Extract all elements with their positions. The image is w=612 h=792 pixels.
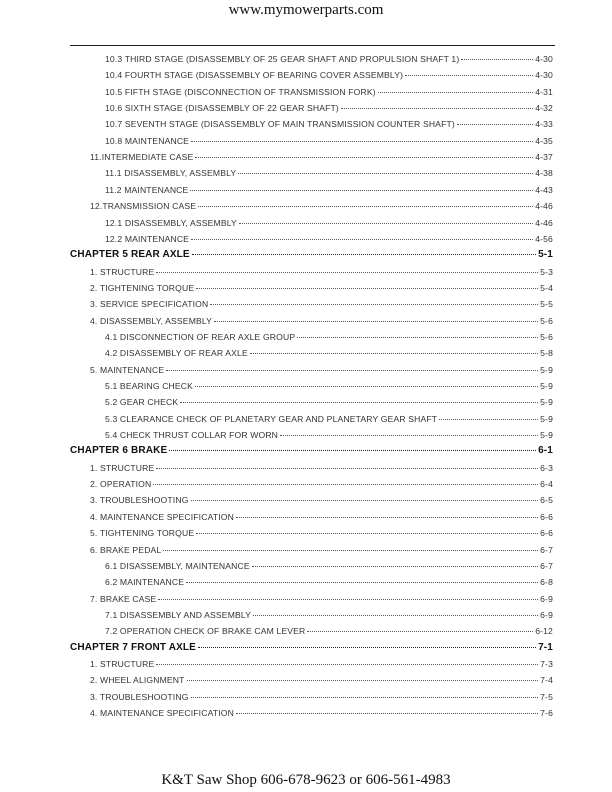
toc-leader-dots	[378, 92, 533, 93]
toc-entry	[105, 332, 553, 342]
toc-entry-page: 7-5	[540, 691, 553, 702]
toc-entry	[90, 463, 553, 473]
toc-entry	[90, 316, 553, 326]
toc-entry-label: 12.TRANSMISSION CASE	[90, 201, 197, 212]
toc-entry-label: 1. STRUCTURE	[90, 462, 155, 473]
toc-entry-page: 4-32	[535, 103, 553, 114]
toc-entry-label: 6.1 DISASSEMBLY, MAINTENANCE	[105, 560, 250, 571]
toc-leader-dots	[253, 615, 538, 616]
toc-entry-page: 4-56	[535, 233, 553, 244]
toc-leader-dots	[214, 321, 538, 322]
toc-entry-label: 7.1 DISASSEMBLY AND ASSEMBLY	[105, 609, 252, 620]
toc-entry-label: 4. DISASSEMBLY, ASSEMBLY	[90, 315, 213, 326]
toc-leader-dots	[236, 713, 538, 714]
toc-entry	[105, 168, 553, 178]
toc-leader-dots	[192, 254, 536, 255]
toc-entry	[105, 430, 553, 440]
toc-leader-dots	[250, 353, 538, 354]
toc-leader-dots	[180, 402, 538, 403]
toc-leader-dots	[297, 337, 538, 338]
toc-entry-label: 5.2 GEAR CHECK	[105, 397, 179, 408]
toc-leader-dots	[198, 206, 533, 207]
toc-entry-label: 3. TROUBLESHOOTING	[90, 495, 189, 506]
toc-entry	[90, 594, 553, 604]
toc-entry-page: 7-4	[540, 675, 553, 686]
toc-entry-page: 4-33	[535, 119, 553, 130]
toc-entry	[90, 283, 553, 293]
toc-leader-dots	[198, 647, 536, 648]
toc-entry-page: 5-9	[540, 381, 553, 391]
toc-entry	[90, 201, 553, 211]
toc-entry-label: 2. OPERATION	[90, 479, 152, 490]
toc-entry-label: 2. WHEEL ALIGNMENT	[90, 675, 185, 686]
toc-entry-page: 5-9	[540, 397, 553, 408]
toc-leader-dots	[186, 582, 538, 583]
toc-entry	[90, 512, 553, 522]
toc-entry-page: 6-4	[540, 479, 553, 490]
toc-entry-page: 4-30	[535, 70, 553, 81]
toc-entry-page: 4-35	[535, 135, 553, 146]
toc-entry-label: 2. TIGHTENING TORQUE	[90, 282, 195, 293]
toc-entry-page: 6-3	[540, 462, 553, 473]
toc-entry	[105, 610, 553, 620]
toc-entry-label: 4. MAINTENANCE SPECIFICATION	[90, 511, 234, 522]
toc-entry	[90, 299, 553, 309]
toc-entry	[90, 479, 553, 489]
toc-entry-label: 11.INTERMEDIATE CASE	[90, 152, 194, 163]
toc-leader-dots	[158, 599, 538, 600]
toc-entry-label: 4.2 DISASSEMBLY OF REAR AXLE	[105, 348, 248, 359]
toc-entry-label: 6. BRAKE PEDAL	[90, 544, 162, 555]
toc-entry-page: 7-6	[540, 708, 553, 718]
toc-leader-dots	[195, 386, 538, 387]
toc-entry-page: 4-46	[535, 201, 553, 212]
toc-leader-dots	[187, 680, 539, 681]
toc-entry-label: 10.5 FIFTH STAGE (DISCONNECTION OF TRANSMISSION FORK)	[105, 86, 376, 97]
toc-leader-dots	[195, 157, 533, 158]
toc-entry-label: 10.7 SEVENTH STAGE (DISASSEMBLY OF MAIN TRANSMISSION COUNTER SHAFT)	[105, 119, 455, 130]
toc-entry-page: 6-9	[540, 593, 553, 604]
toc-entry-label: 3. SERVICE SPECIFICATION	[90, 299, 209, 310]
toc-entry	[90, 152, 553, 162]
toc-entry-label: CHAPTER 5 REAR AXLE	[70, 249, 190, 261]
toc-entry-page: 4-31	[535, 86, 553, 97]
toc-leader-dots	[191, 239, 533, 240]
toc-entry-page: 4-38	[535, 168, 553, 179]
toc-leader-dots	[196, 288, 538, 289]
toc-entry-label: 1. STRUCTURE	[90, 658, 155, 669]
toc-chapter-heading	[70, 445, 553, 456]
toc-entry	[105, 103, 553, 113]
toc-entry-label: 10.8 MAINTENANCE	[105, 135, 190, 146]
toc-entry-label: 7.2 OPERATION CHECK OF BRAKE CAM LEVER	[105, 626, 306, 637]
toc-entry-label: CHAPTER 6 BRAKE	[70, 445, 168, 457]
toc-entry	[105, 136, 553, 146]
toc-entry	[105, 218, 553, 228]
toc-entry-page: 5-9	[540, 413, 553, 424]
toc-entry	[90, 675, 553, 685]
toc-chapter-heading	[70, 642, 553, 653]
toc-entry-page: 5-4	[540, 282, 553, 293]
toc-entry-page: 7-1	[538, 641, 553, 653]
toc-entry	[90, 692, 553, 702]
toc-leader-dots	[153, 484, 538, 485]
toc-leader-dots	[457, 124, 533, 125]
toc-entry	[105, 561, 553, 571]
toc-leader-dots	[190, 190, 533, 191]
toc-entry-page: 6-12	[535, 626, 553, 637]
toc-leader-dots	[156, 272, 538, 273]
toc-entry-page: 6-6	[540, 511, 553, 522]
toc-leader-dots	[210, 304, 538, 305]
toc-leader-dots	[156, 664, 538, 665]
toc-leader-dots	[191, 500, 539, 501]
toc-entry-page: 5-9	[540, 430, 553, 441]
toc-entry-label: 12.1 DISASSEMBLY, ASSEMBLY	[105, 217, 237, 228]
toc-entry-label: 12.2 MAINTENANCE	[105, 233, 190, 244]
toc-entry	[105, 185, 553, 195]
toc-entry	[105, 626, 553, 636]
toc-entry-label: 10.3 THIRD STAGE (DISASSEMBLY OF 25 GEAR SHAFT AND PROPULSION SHAFT 1)	[105, 54, 460, 64]
toc-leader-dots	[405, 75, 533, 76]
toc-entry-label: 11.1 DISASSEMBLY, ASSEMBLY	[105, 168, 237, 179]
toc-entry-label: 1. STRUCTURE	[90, 266, 155, 277]
toc-entry-label: 11.2 MAINTENANCE	[105, 184, 189, 195]
toc-entry	[105, 87, 553, 97]
toc-entry	[105, 577, 553, 587]
toc-entry-page: 6-6	[540, 528, 553, 539]
toc-entry	[105, 414, 553, 424]
toc-entry	[90, 659, 553, 669]
toc-entry-label: 10.6 SIXTH STAGE (DISASSEMBLY OF 22 GEAR SHAFT)	[105, 103, 339, 114]
toc-entry-page: 5-3	[540, 266, 553, 277]
toc-entry-page: 4-37	[535, 152, 553, 163]
toc-entry	[90, 495, 553, 505]
toc-entry-label: 7. BRAKE CASE	[90, 593, 157, 604]
toc-entry	[90, 267, 553, 277]
toc-entry-page: 6-7	[540, 544, 553, 555]
toc-entry	[105, 348, 553, 358]
toc-entry-label: 5.3 CLEARANCE CHECK OF PLANETARY GEAR AND PLANETARY GEAR SHAFT	[105, 413, 438, 424]
toc-leader-dots	[169, 450, 536, 451]
toc-leader-dots	[191, 697, 539, 698]
toc-leader-dots	[252, 566, 538, 567]
header-rule	[70, 45, 555, 46]
toc-entry-page: 5-9	[540, 364, 553, 375]
toc-entry-label: CHAPTER 7 FRONT AXLE	[70, 641, 196, 653]
toc-entry-label: 5. TIGHTENING TORQUE	[90, 528, 195, 539]
toc-entry-page: 6-7	[540, 560, 553, 571]
header-url: www.mymowerparts.com	[228, 2, 384, 18]
toc-entry-label: 4. MAINTENANCE SPECIFICATION	[90, 708, 234, 718]
toc-entry-page: 6-1	[538, 445, 553, 457]
toc-entry-label: 4.1 DISCONNECTION OF REAR AXLE GROUP	[105, 331, 296, 342]
toc-entry	[105, 381, 553, 391]
toc-entry	[105, 119, 553, 129]
toc-entry-label: 5.1 BEARING CHECK	[105, 381, 194, 391]
toc-entry-page: 5-6	[540, 331, 553, 342]
toc-entry-label: 5.4 CHECK THRUST COLLAR FOR WORN	[105, 430, 279, 441]
toc-entry	[105, 70, 553, 80]
toc-entry-label: 3. TROUBLESHOOTING	[90, 691, 189, 702]
toc-leader-dots	[236, 517, 538, 518]
toc-entry-page: 5-8	[540, 348, 553, 359]
toc-entry	[90, 528, 553, 538]
toc-leader-dots	[341, 108, 533, 109]
toc-entry-page: 6-9	[540, 609, 553, 620]
toc-entry-page: 5-6	[540, 315, 553, 326]
toc-chapter-heading	[70, 249, 553, 260]
toc-entry-label: 5. MAINTENANCE	[90, 364, 165, 375]
toc-entry	[90, 545, 553, 555]
toc-leader-dots	[461, 59, 533, 60]
toc-leader-dots	[196, 533, 538, 534]
toc-entry-page: 6-8	[540, 577, 553, 588]
toc-leader-dots	[439, 419, 538, 420]
toc-entry-page: 4-46	[535, 217, 553, 228]
toc-entry	[90, 708, 553, 718]
toc-entry-label: 10.4 FOURTH STAGE (DISASSEMBLY OF BEARING COVER ASSEMBLY)	[105, 70, 404, 81]
toc-leader-dots	[280, 435, 538, 436]
toc-entry-page: 7-3	[540, 658, 553, 669]
toc-entry-page: 5-5	[540, 299, 553, 310]
toc-entry-label: 6.2 MAINTENANCE	[105, 577, 185, 588]
toc-leader-dots	[163, 550, 538, 551]
toc-entry	[105, 54, 553, 64]
toc-leader-dots	[166, 370, 538, 371]
toc-leader-dots	[191, 141, 533, 142]
footer-contact: K&T Saw Shop 606-678-9623 or 606-561-4983	[161, 772, 451, 788]
toc-entry	[90, 365, 553, 375]
toc-entry-page: 4-43	[535, 184, 553, 195]
toc-entry	[105, 397, 553, 407]
toc-entry	[105, 234, 553, 244]
toc-entry-page: 6-5	[540, 495, 553, 506]
toc-leader-dots	[238, 173, 533, 174]
toc-leader-dots	[307, 631, 533, 632]
toc-leader-dots	[239, 223, 533, 224]
toc-entry-page: 5-1	[538, 249, 553, 261]
toc-leader-dots	[156, 468, 538, 469]
toc-entry-page: 4-30	[535, 54, 553, 64]
